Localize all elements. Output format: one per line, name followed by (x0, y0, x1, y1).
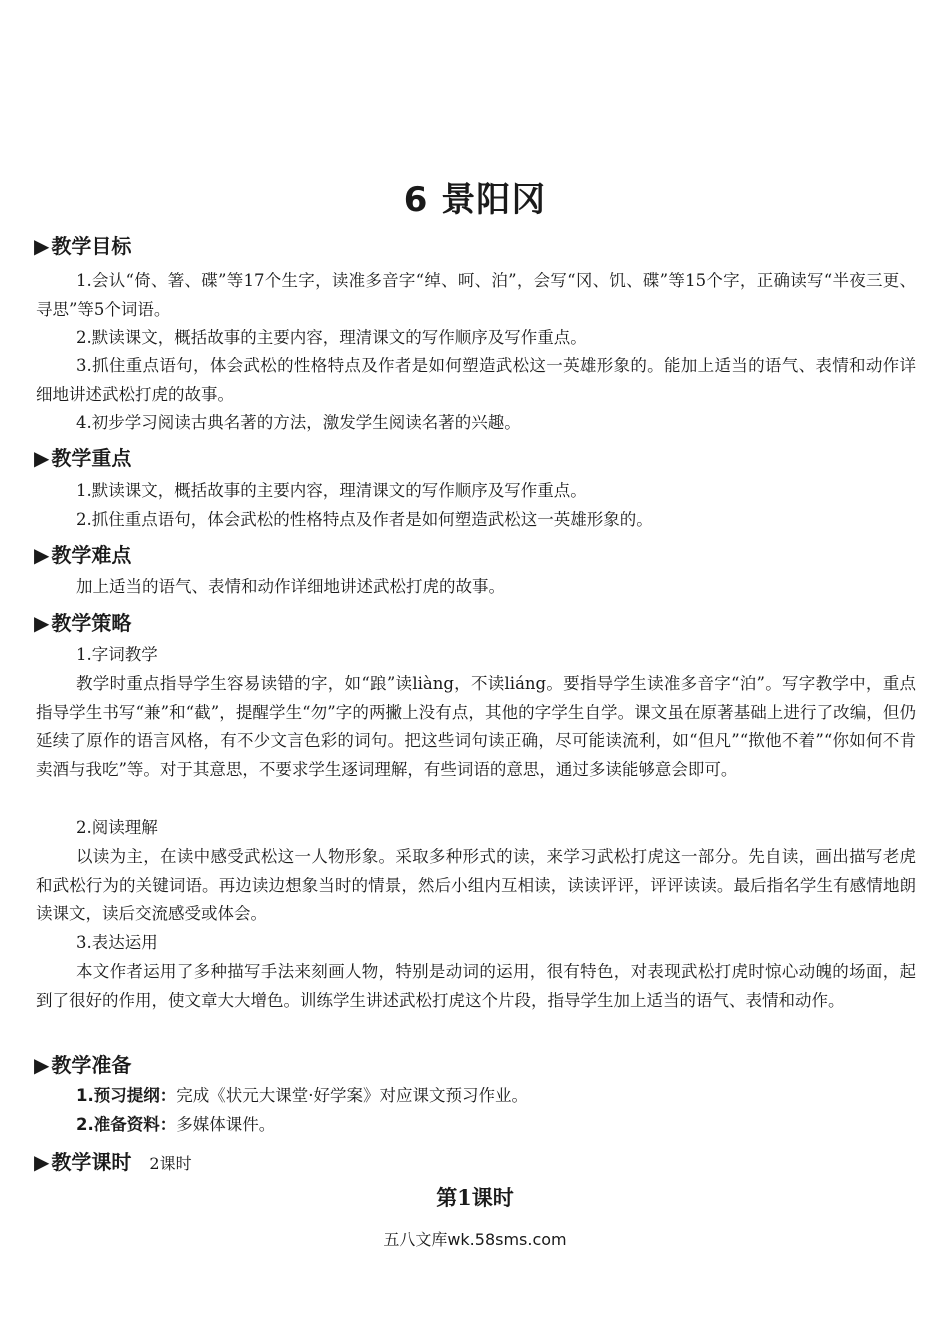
prep-item-text: 多媒体课件。 (176, 1115, 276, 1134)
focus-item: 1.默读课文，概括故事的主要内容，理清课文的写作顺序及写作重点。 (76, 481, 587, 500)
hours-value: 2课时 (149, 1154, 192, 1173)
goal-item: 4.初步学习阅读古典名著的方法，激发学生阅读名著的兴趣。 (76, 413, 521, 432)
section-heading-difficulty: ▶ 教学难点 (34, 543, 132, 567)
triangle-marker-icon: ▶ (34, 543, 50, 567)
difficulty-item: 加上适当的语气、表情和动作详细地讲述武松打虎的故事。 (76, 577, 505, 596)
section-heading-hours: ▶ 教学课时 2课时 (34, 1150, 192, 1174)
prep-item-label: 1.预习提纲： (76, 1086, 177, 1105)
section-heading-prep: ▶ 教学准备 (34, 1053, 132, 1077)
goal-item: 1.会认“倚、箸、碟”等17个生字，读准多音字“绰、呵、泊”，会写“冈、饥、碟”等15个字，正确读写“半夜三更、寻思”等5个词语。 (36, 271, 916, 319)
section-heading-goals: ▶ 教学目标 (34, 234, 132, 258)
goal-item: 2.默读课文，概括故事的主要内容，理清课文的写作顺序及写作重点。 (76, 328, 587, 347)
strategy-paragraph: 以读为主，在读中感受武松这一人物形象。采取多种形式的读，来学习武松打虎这一部分。先自读，画出描写老虎和武松行为的关键词语。再边读边想象当时的情景，然后小组内互相读，读读评评，评评读读。最后指名学生有感情地朗读课文，读后交流感受或体会。 (36, 847, 916, 924)
prep-item (76, 1082, 528, 1111)
triangle-marker-icon: ▶ (34, 1150, 50, 1174)
section-heading-strategy: ▶ 教学策略 (34, 611, 132, 635)
prep-item-label: 2.准备资料： (76, 1115, 177, 1134)
triangle-marker-icon: ▶ (34, 611, 50, 635)
page-title: 6 景阳冈 (403, 180, 547, 220)
footer-watermark: 五八文库wk.58sms.com (383, 1230, 567, 1249)
triangle-marker-icon: ▶ (34, 234, 50, 258)
strategy-paragraph: 教学时重点指导学生容易读错的字，如“踉”读liàng，不读liáng。要指导学生读准多音字“泊”。写字教学中，重点指导学生书写“兼”和“截”，提醒学生“勿”字的两撇上没有点，其他的字学生自学。课文虽在原著基础上进行了改编，但仍延续了原作的语言风格，有不少文言色彩的词句。把这些词句读正确，尽可能读流利，如“但凡”“揿他不着”“你如何不肯卖酒与我吃”等。对于其意思，不要求学生逐词理解，有些词语的意思，通过多读能够意会即可。 (36, 674, 916, 779)
strategy-subheading: 3.表达运用 (76, 933, 158, 952)
triangle-marker-icon: ▶ (34, 1053, 50, 1077)
lesson-title: 第1课时 (436, 1185, 514, 1210)
prep-item-text: 完成《状元大课堂·好学案》对应课文预习作业。 (176, 1086, 528, 1105)
strategy-subheading: 1.字词教学 (76, 645, 158, 664)
triangle-marker-icon: ▶ (34, 446, 50, 470)
strategy-subheading: 2.阅读理解 (76, 818, 158, 837)
focus-item: 2.抓住重点语句，体会武松的性格特点及作者是如何塑造武松这一英雄形象的。 (76, 510, 653, 529)
strategy-paragraph: 本文作者运用了多种描写手法来刻画人物，特别是动词的运用，很有特色，对表现武松打虎时惊心动魄的场面，起到了很好的作用，使文章大大增色。训练学生讲述武松打虎这个片段，指导学生加上适当的语气、表情和动作。 (36, 962, 916, 1010)
goal-item: 3.抓住重点语句，体会武松的性格特点及作者是如何塑造武松这一英雄形象的。能加上适当的语气、表情和动作详细地讲述武松打虎的故事。 (36, 356, 916, 404)
prep-item (76, 1111, 275, 1140)
section-heading-focus: ▶ 教学重点 (34, 446, 132, 470)
